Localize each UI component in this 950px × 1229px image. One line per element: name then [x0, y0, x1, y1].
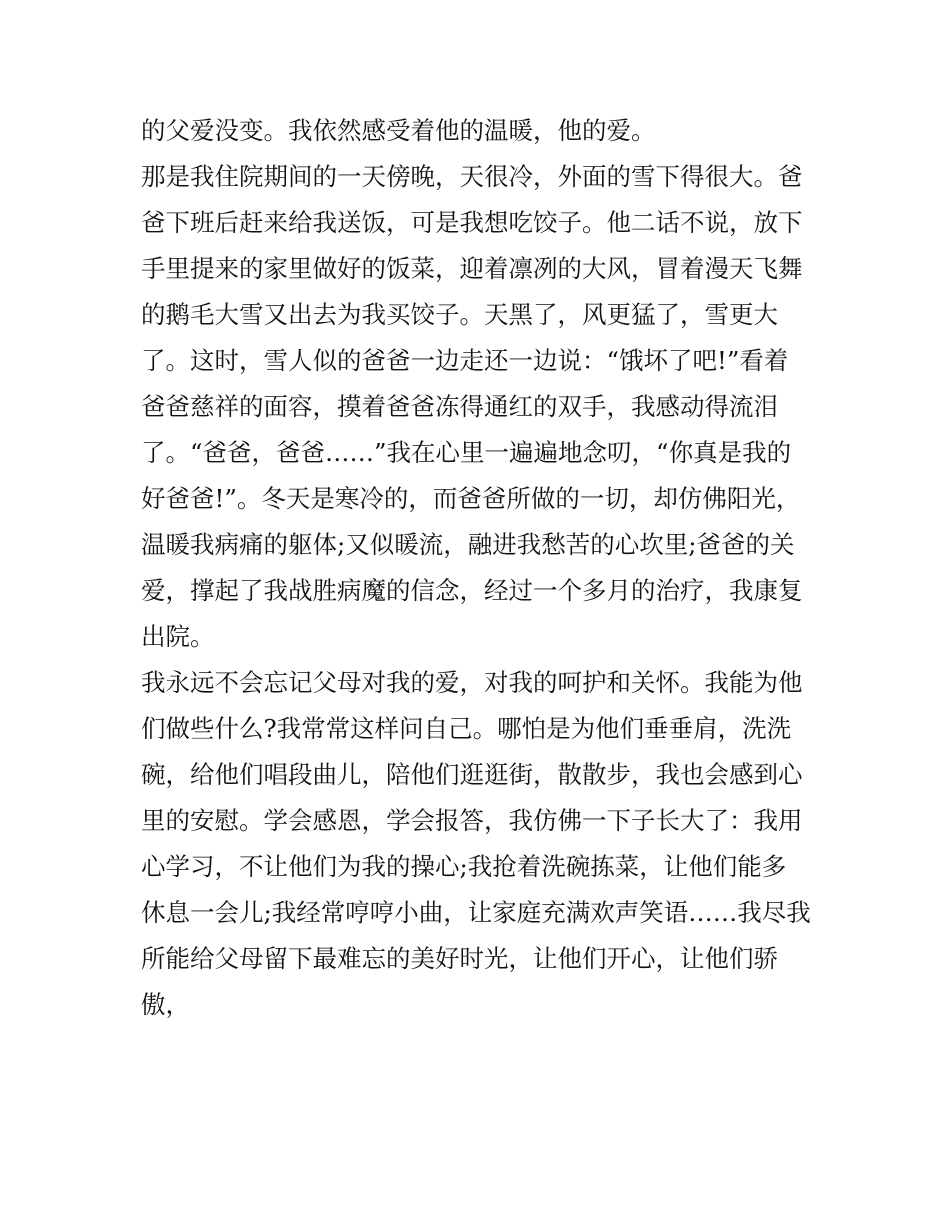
text-line: 爱，撑起了我战胜病魔的信念，经过一个多月的治疗，我康复: [141, 576, 803, 605]
text-line: 了。这时，雪人似的爸爸一边走还一边说：“饿坏了吧!”看着: [141, 346, 789, 375]
text-line: 的父爱没变。我依然感受着他的温暖，他的爱。: [141, 116, 656, 145]
text-line: 温暖我病痛的躯体;又似暖流，融进我愁苦的心坎里;爸爸的关: [141, 530, 795, 559]
text-line: 我永远不会忘记父母对我的爱，对我的呵护和关怀。我能为他: [141, 668, 803, 697]
text-line: 所能给父母留下最难忘的美好时光，让他们开心，让他们骄: [141, 944, 778, 973]
text-line: 心学习，不让他们为我的操心;我抢着洗碗拣菜，让他们能多: [141, 852, 787, 881]
text-line: 傲，: [141, 990, 190, 1019]
text-line: 们做些什么?我常常这样问自己。哪怕是为他们垂垂肩，洗洗: [141, 714, 792, 743]
text-line: 里的安慰。学会感恩，学会报答，我仿佛一下子长大了：我用: [141, 806, 803, 835]
text-line: 的鹅毛大雪又出去为我买饺子。天黑了，风更猛了，雪更大: [141, 300, 778, 329]
text-line: 那是我住院期间的一天傍晚，天很冷，外面的雪下得很大。爸: [141, 162, 803, 191]
text-line: 碗，给他们唱段曲儿，陪他们逛逛街，散散步，我也会感到心: [141, 760, 803, 789]
body-text: [141, 108, 831, 1028]
text-line: 出院。: [141, 622, 215, 651]
text-line: 好爸爸!”。冬天是寒冷的，而爸爸所做的一切，却仿佛阳光，: [141, 484, 801, 513]
text-line: 了。“爸爸，爸爸……”我在心里一遍遍地念叨，“你真是我的: [141, 438, 792, 467]
text-line: 爸下班后赶来给我送饭，可是我想吃饺子。他二话不说，放下: [141, 208, 803, 237]
text-line: 休息一会儿;我经常哼哼小曲，让家庭充满欢声笑语……我尽我: [141, 898, 811, 927]
text-line: 手里提来的家里做好的饭菜，迎着凛冽的大风，冒着漫天飞舞: [141, 254, 803, 283]
text-line: 爸爸慈祥的面容，摸着爸爸冻得通红的双手，我感动得流泪: [141, 392, 778, 421]
